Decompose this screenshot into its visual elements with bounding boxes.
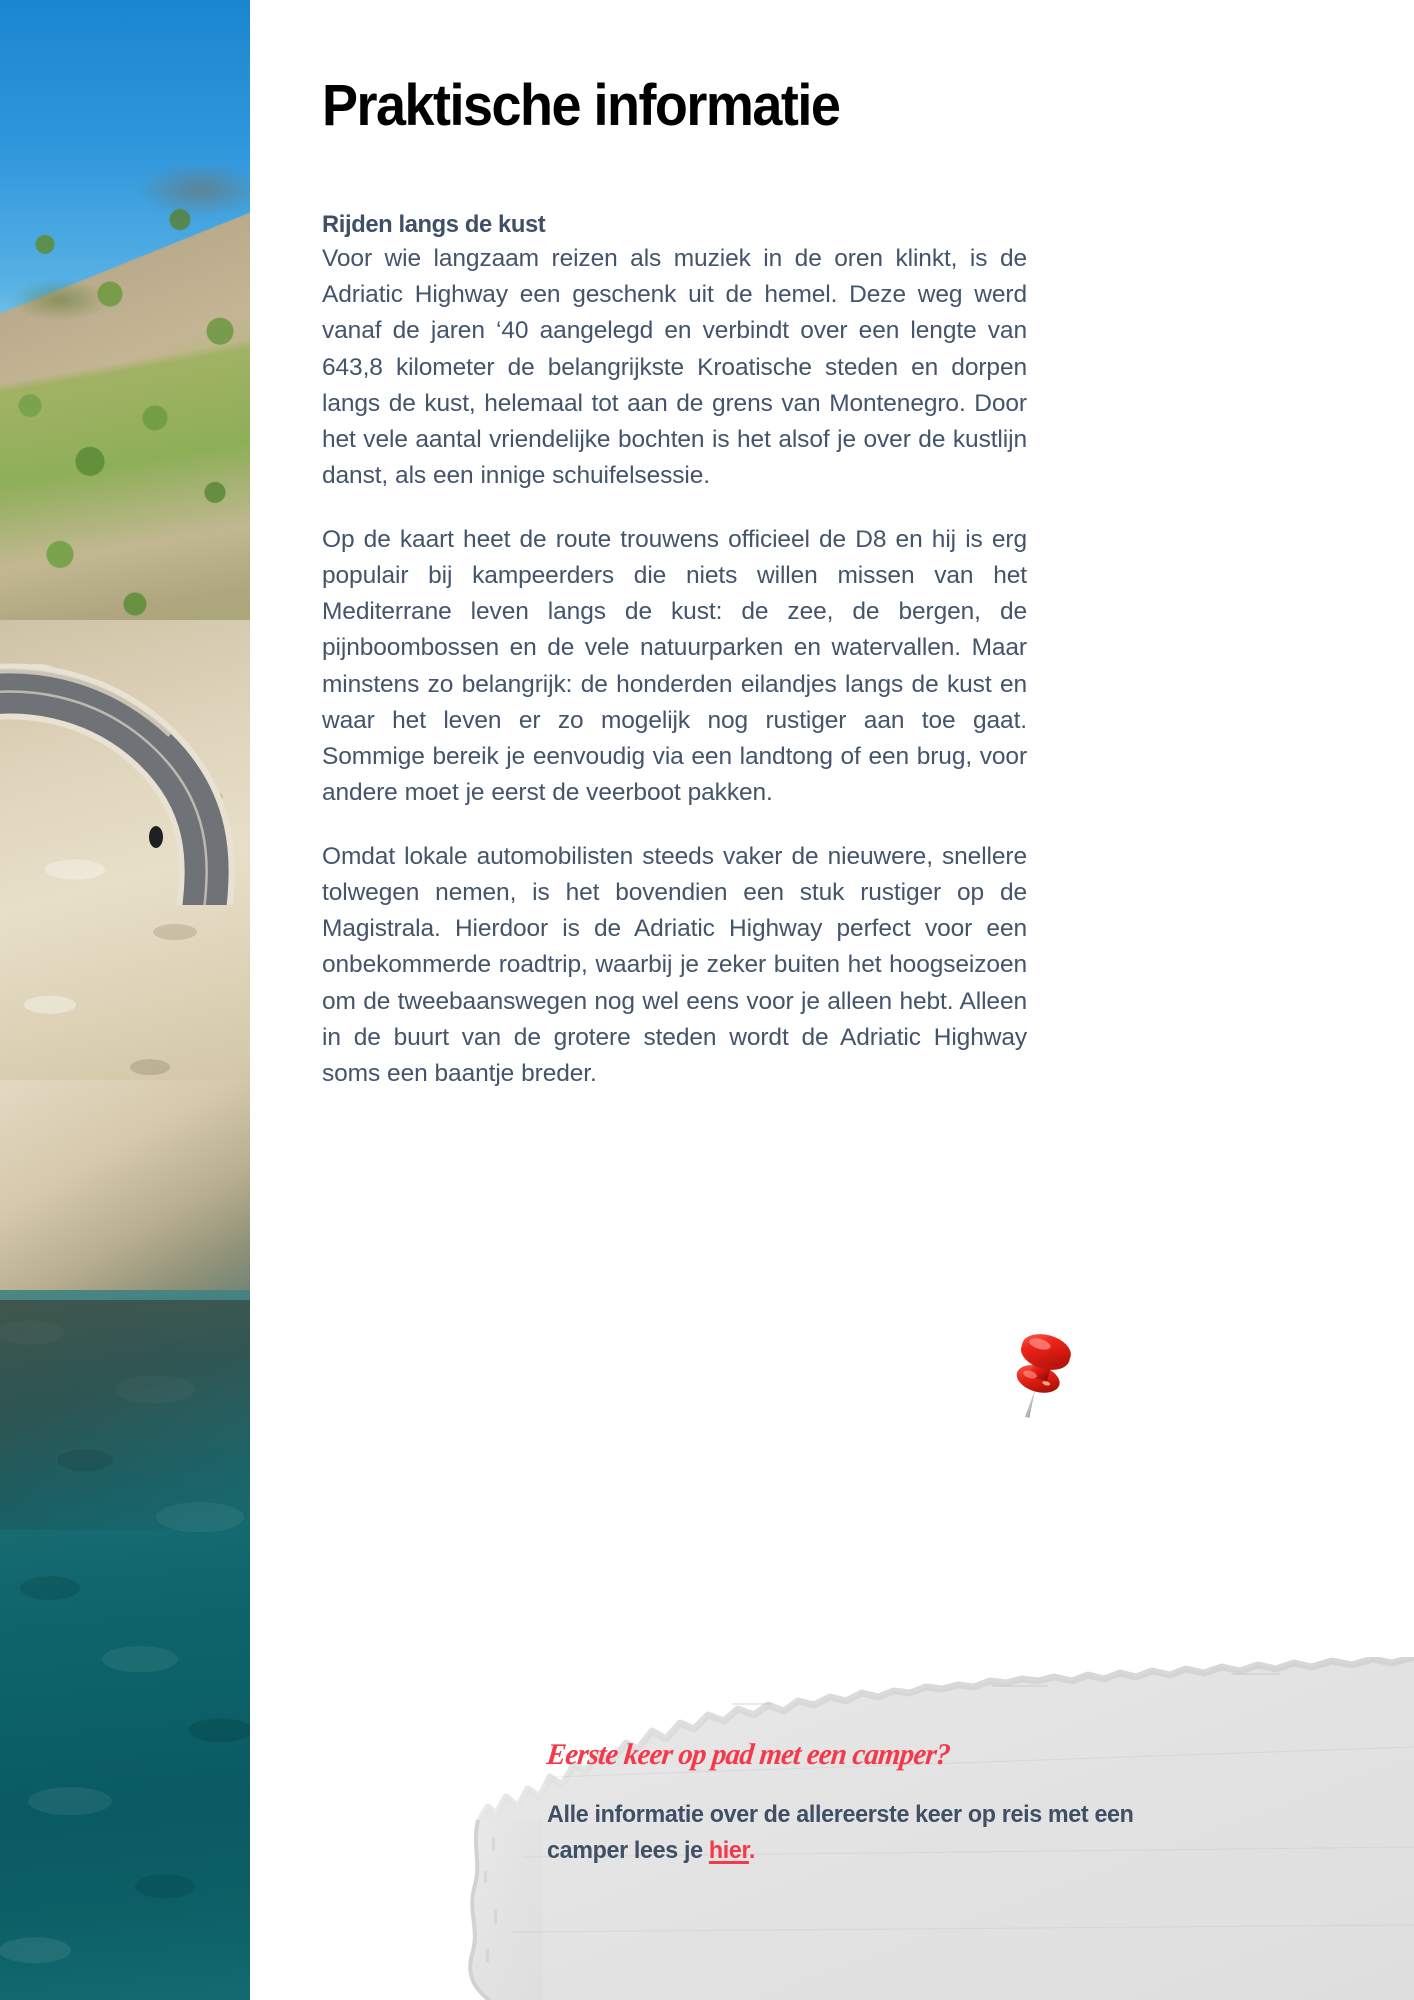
section-subheading: Rijden langs de kust: [322, 210, 546, 238]
torn-paper-banner: [432, 1657, 1414, 2000]
photo-winding-road: [0, 575, 250, 905]
photo-reef: [0, 1300, 250, 1530]
banner-cta: [547, 1797, 1139, 1870]
banner-cta-prefix: Alle informatie over de allereerste keer op reis met een camper lees je: [547, 1801, 1134, 1865]
banner-text-block: [547, 1740, 1267, 1870]
coastal-road-photo: [0, 0, 250, 2000]
push-pin-icon: [1000, 1327, 1078, 1425]
paragraph-2: Op de kaart heet de route trouwens officieel de D8 en hij is erg populair bij kampeerders die niets willen missen van het Mediterrane leven langs de kust: de zee, de bergen, de pijnboombossen en de vele natuurparken en watervallen. Maar minstens zo belangrijk: de honderden eilandjes langs de kust en waar het leven er zo mogelijk nog rustiger aan toe gaat. Sommige bereik je eenvoudig via een landtong of een brug, voor andere moet je eerst de veerboot pakken.: [322, 525, 1027, 807]
banner-cta-suffix: .: [748, 1837, 756, 1865]
paragraph-1: Voor wie langzaam reizen als muziek in de oren klinkt, is de Adriatic Highway een geschenk uit de hemel. Deze weg werd vanaf de jaren ‘40 aangelegd en verbindt over een lengte van 643,8 kilometer de belangrijkste Kroatische steden en dorpen langs de kust, helemaal tot aan de grens van Montenegro. Door het vele aantal vriendelijke bochten is het alsof je over de kustlijn danst, als een innige schuifelsessie.: [322, 244, 1027, 490]
page-title: Praktische informatie: [322, 73, 840, 138]
banner-here-link[interactable]: hier: [708, 1837, 749, 1865]
banner-script-heading: Eerste keer op pad met een camper?: [545, 1738, 952, 1771]
article-content: [322, 0, 1027, 1092]
paragraph-3: Omdat lokale automobilisten steeds vaker de nieuwere, snellere tolwegen nemen, is het bovendien een stuk rustiger op de Magistrala. Hierdoor is de Adriatic Highway perfect voor een onbekommerde roadtrip, waarbij je zeker buiten het hoogseizoen om de tweebaanswegen nog wel eens voor je alleen hebt. Alleen in de buurt van de grotere steden wordt de Adriatic Highway soms een baantje breder.: [322, 842, 1027, 1088]
